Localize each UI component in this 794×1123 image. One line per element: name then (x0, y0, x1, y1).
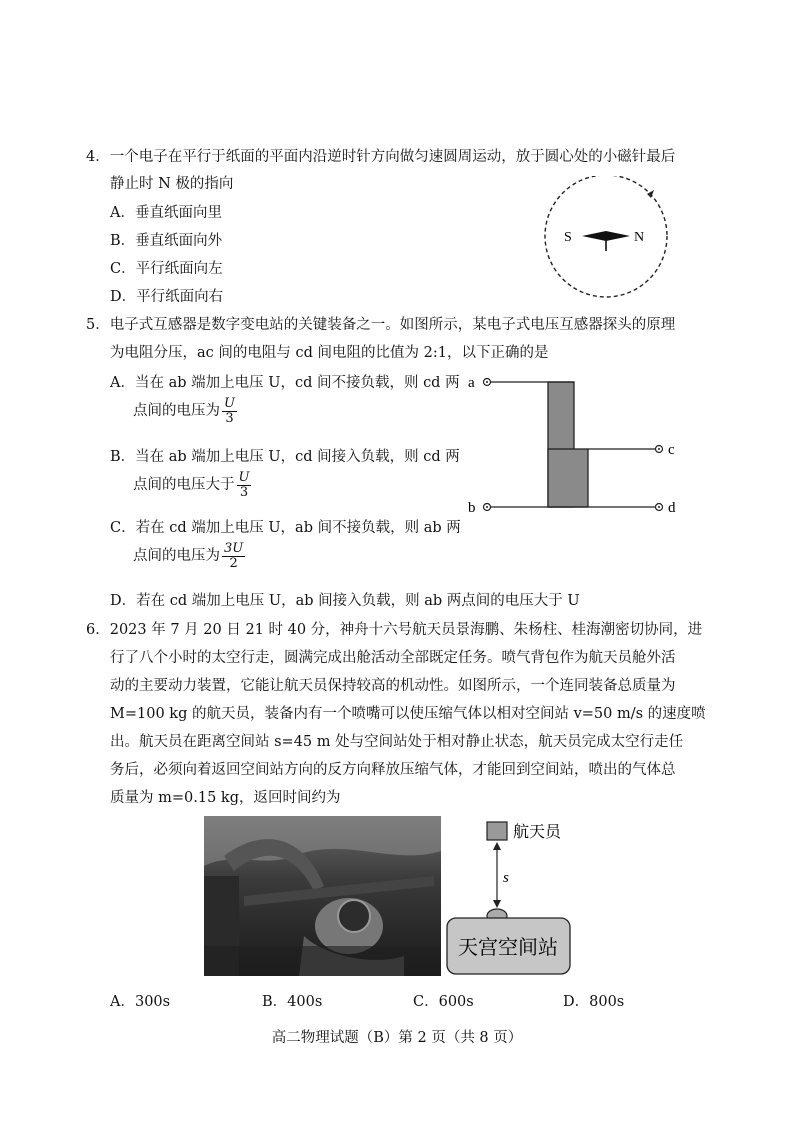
page-footer: 高二物理试题（B）第 2 页（共 8 页） (271, 1030, 523, 1046)
compass-s-label: S (564, 230, 572, 245)
q6-option-b: B．400s (262, 994, 323, 1010)
label-b: b (468, 500, 476, 516)
label-d: d (668, 500, 676, 516)
fraction-u-over-3 (222, 397, 237, 425)
q5-option-d: D．若在 cd 端加上电压 U，ab 间接入负载，则 ab 两点间的电压大于 U (110, 593, 580, 609)
astronaut-box (487, 822, 507, 840)
q5-stem-line2: 为电阻分压，ac 间的电阻与 cd 间电阻的比值为 2:1，以下正确的是 (110, 345, 549, 361)
q6-option-a: A．300s (110, 994, 171, 1010)
fraction-numerator: U (238, 470, 250, 485)
arrow-up-icon (493, 842, 501, 850)
q6-option-c: C．600s (413, 994, 474, 1010)
compass-n-label: N (634, 230, 645, 245)
fraction-3u-over-2 (222, 542, 245, 570)
fraction-denominator: 3 (225, 410, 234, 426)
q4-option-a: A．垂直纸面向里 (110, 205, 222, 221)
q5-option-a-text: 点间的电压为 (133, 403, 220, 420)
astronaut-photo (204, 816, 441, 976)
q5-option-c-text: 点间的电压为 (133, 548, 220, 565)
fraction-numerator: 3U (224, 541, 244, 556)
q6-stem-line2: 行了八个小时的太空行走，圆满完成出舱活动全部既定任务。喷气背包作为航天员舱外活 (110, 650, 676, 666)
q5-option-b-line2 (133, 471, 253, 499)
q4-stem-line1: 4．一个电子在平行于纸面的平面内沿逆时针方向做匀速圆周运动，放于圆心处的小磁针最后 (86, 149, 676, 165)
q5-option-a-line2 (133, 397, 239, 425)
label-a: a (468, 375, 475, 391)
resistor-overlap (549, 450, 573, 506)
q6-stem-line1: 6．2023 年 7 月 20 日 21 时 40 分，神舟十六号航天员景海鹏、朱杨柱、桂海潮密切协同，进 (86, 622, 703, 638)
q4-option-d: D．平行纸面向右 (110, 289, 224, 305)
q6-stem-line3: 动的主要动力装置，它能让航天员保持较高的机动性。如图所示，一个连同装备总质量为 (110, 678, 676, 694)
station-label: 天宫空间站 (458, 935, 558, 959)
q5-option-b-text: 点间的电压大于 (133, 477, 235, 494)
fraction-u-over-3 (237, 471, 252, 499)
q6-option-d: D．800s (563, 994, 625, 1010)
q6-stem-line6: 务后，必须向着返回空间站方向的反方向释放压缩气体，才能回到空间站，喷出的气体总 (110, 762, 676, 778)
fraction-numerator: U (224, 396, 235, 411)
fraction-denominator: 3 (239, 484, 249, 500)
q4-circle-figure (540, 176, 675, 302)
q5-circuit-figure (464, 370, 694, 520)
label-c: c (668, 442, 675, 458)
q5-option-a-line1: A．当在 ab 端加上电压 U，cd 间不接负载，则 cd 两 (110, 375, 460, 391)
q6-stem-line7: 质量为 m=0.15 kg，返回时间约为 (110, 790, 341, 806)
q5-stem-line1: 5．电子式互感器是数字变电站的关键装备之一。如图所示，某电子式电压互感器探头的原理 (86, 317, 676, 333)
q4-stem-line2: 静止时 N 极的指向 (110, 176, 234, 192)
q4-option-c: C．平行纸面向左 (110, 261, 223, 277)
q4-option-b: B．垂直纸面向外 (110, 233, 223, 249)
q5-option-b-line1: B．当在 ab 端加上电压 U，cd 间接入负载，则 cd 两 (110, 449, 460, 465)
q6-stem-line5: 出。航天员在距离空间站 s=45 m 处与空间站处于相对静止状态，航天员完成太空行走任 (110, 734, 684, 750)
q5-option-c-line1: C．若在 cd 端加上电压 U，ab 间不接负载，则 ab 两 (110, 520, 461, 536)
distance-s-label: s (503, 870, 509, 886)
arrow-down-icon (493, 900, 501, 908)
fraction-denominator: 2 (229, 555, 238, 571)
q5-option-c-line2 (133, 542, 247, 570)
q6-stem-line4: M=100 kg 的航天员，装备内有一个喷嘴可以使压缩气体以相对空间站 v=50 m/s 的速度喷 (110, 706, 706, 722)
q6-schematic (443, 812, 583, 978)
astronaut-label: 航天员 (513, 822, 562, 841)
